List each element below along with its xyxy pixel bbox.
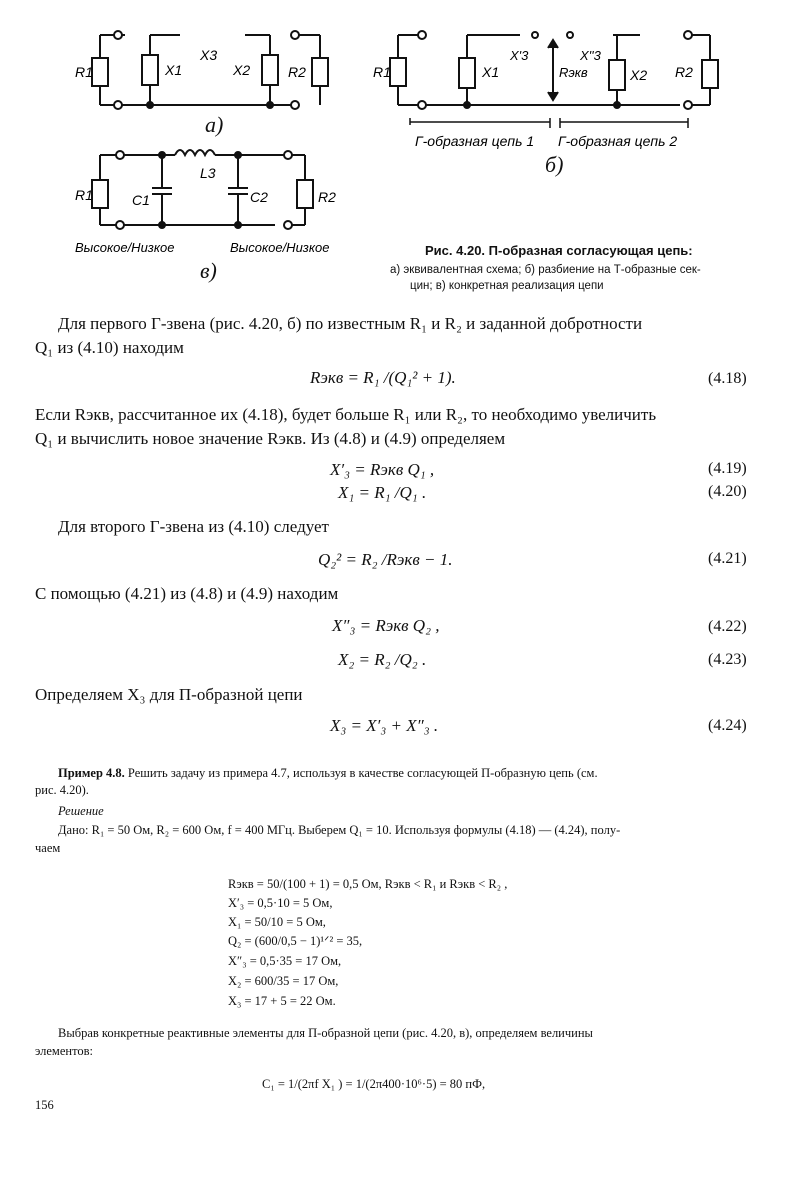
calc-line-6: X₂ = 600/35 = 17 Ом, (228, 974, 339, 988)
label-r2-c: R2 (318, 189, 336, 205)
equation-number-4-19: (4.19) (708, 460, 747, 477)
label-l3-c: L3 (200, 165, 216, 181)
given-line1: Дано: R₁ = 50 Ом, R₂ = 600 Ом, f = 400 МГц. Выберем Q₁ = 10. Используя формулы (4.18) — (4.24), полу- (58, 823, 621, 837)
label-c1-c: C1 (132, 192, 150, 208)
calc-line-1: Rэкв = 50/(100 + 1) = 0,5 Ом, Rэкв < R₁ и Rэкв < R₂ , (228, 877, 508, 891)
equation-number-4-21: (4.21) (708, 550, 747, 567)
solution-heading: Решение (58, 804, 104, 818)
group1-label: Г-образная цепь 1 (415, 133, 535, 149)
figure-panel-c (70, 140, 350, 255)
calc-line-2: X′₃ = 0,5·10 = 5 Ом, (228, 896, 333, 910)
label-x3prime-b: X'3 (510, 48, 529, 63)
tag-right: Высокое/Низкое (230, 240, 330, 255)
label-x1-b: X1 (482, 64, 500, 80)
figure-panel-a (70, 20, 360, 120)
paragraph-1-line1: Для первого Г-звена (рис. 4.20, б) по известным R₁ и R₂ и заданной добротности (58, 314, 643, 333)
paragraph-2-line2: Q₁ и вычислить новое значение Rэкв. Из (4.8) и (4.9) определяем (35, 429, 506, 448)
panel-b-label: б) (545, 152, 564, 177)
panel-a-label: a) (205, 112, 224, 137)
figure-caption-line1: а) эквивалентная схема; б) разбиение на Т-образные сек- (390, 264, 701, 276)
given-line2: чаем (35, 841, 61, 855)
label-x2-b: X2 (630, 67, 648, 83)
equation-4-18: Rэкв = R₁ /(Q₁² + 1). (310, 368, 456, 387)
paragraph-3: Для второго Г-звена из (4.10) следует (58, 517, 329, 536)
figure-panel-b (370, 20, 730, 160)
paragraph-5: Определяем X₃ для П-образной цепи (35, 685, 303, 704)
calc-line-7: X₃ = 17 + 5 = 22 Ом. (228, 994, 336, 1008)
label-r1-a: R1 (75, 64, 93, 80)
label-c2-c: C2 (250, 189, 268, 205)
equation-number-4-22: (4.22) (708, 618, 747, 635)
final-line1: Выбрав конкретные реактивные элементы для П-образной цепи (рис. 4.20, в), определяем величины (58, 1026, 593, 1040)
label-r1-b: R1 (373, 64, 391, 80)
equation-4-24: X₃ = X′₃ + X″₃ . (330, 716, 439, 735)
figure-caption-title: Рис. 4.20. П-образная согласующая цепь: (425, 243, 693, 258)
label-x2-a: X2 (233, 62, 251, 78)
final-equation: C₁ = 1/(2πf X₁ ) = 1/(2π400·10⁶·5) = 80 пФ, (262, 1077, 486, 1091)
equation-4-20: X₁ = R₁ /Q₁ . (338, 483, 427, 502)
label-x3-a: X3 (200, 47, 218, 63)
tag-left: Высокое/Низкое (75, 240, 175, 255)
calc-line-3: X₁ = 50/10 = 5 Ом, (228, 915, 326, 929)
label-r2-b: R2 (675, 64, 693, 80)
label-x3dprime-b: X''3 (580, 48, 601, 63)
label-x1-a: X1 (165, 62, 183, 78)
equation-number-4-24: (4.24) (708, 717, 747, 734)
equation-number-4-20: (4.20) (708, 483, 747, 500)
example-title: Пример 4.8. (58, 766, 125, 780)
panel-c-label: в) (200, 258, 217, 283)
equation-number-4-18: (4.18) (708, 370, 747, 387)
group2-label: Г-образная цепь 2 (558, 133, 678, 149)
label-r1-c: R1 (75, 187, 93, 203)
label-rekv-b: Rэкв (559, 65, 588, 80)
equation-4-22: X″₃ = Rэкв Q₂ , (332, 616, 440, 635)
equation-number-4-23: (4.23) (708, 651, 747, 668)
example-title-line1 (58, 765, 758, 782)
final-line2: элементов: (35, 1044, 93, 1058)
equation-4-19: X′₃ = Rэкв Q₁ , (330, 460, 435, 479)
page-number: 156 (35, 1098, 54, 1112)
paragraph-2-line1: Если Rэкв, рассчитанное их (4.18), будет больше R₁ или R₂, то необходимо увеличить (35, 405, 657, 424)
calc-line-4: Q₂ = (600/0,5 − 1)¹ᐟ² = 35, (228, 934, 363, 948)
example-title-rest: Решить задачу из примера 4.7, используя в качестве согласующей П-образную цепь (см. (124, 766, 598, 780)
label-r2-a: R2 (288, 64, 306, 80)
calc-line-5: X″₃ = 0,5·35 = 17 Ом, (228, 954, 342, 968)
equation-4-21: Q₂² = R₂ /Rэкв − 1. (318, 550, 453, 569)
example-title-line2: рис. 4.20). (35, 783, 89, 797)
equation-4-23: X₂ = R₂ /Q₂ . (338, 650, 427, 669)
paragraph-4: С помощью (4.21) из (4.8) и (4.9) находим (35, 584, 339, 603)
figure-caption-line2: цин; в) конкретная реализация цепи (410, 280, 604, 292)
paragraph-1-line2: Q₁ из (4.10) находим (35, 338, 184, 357)
